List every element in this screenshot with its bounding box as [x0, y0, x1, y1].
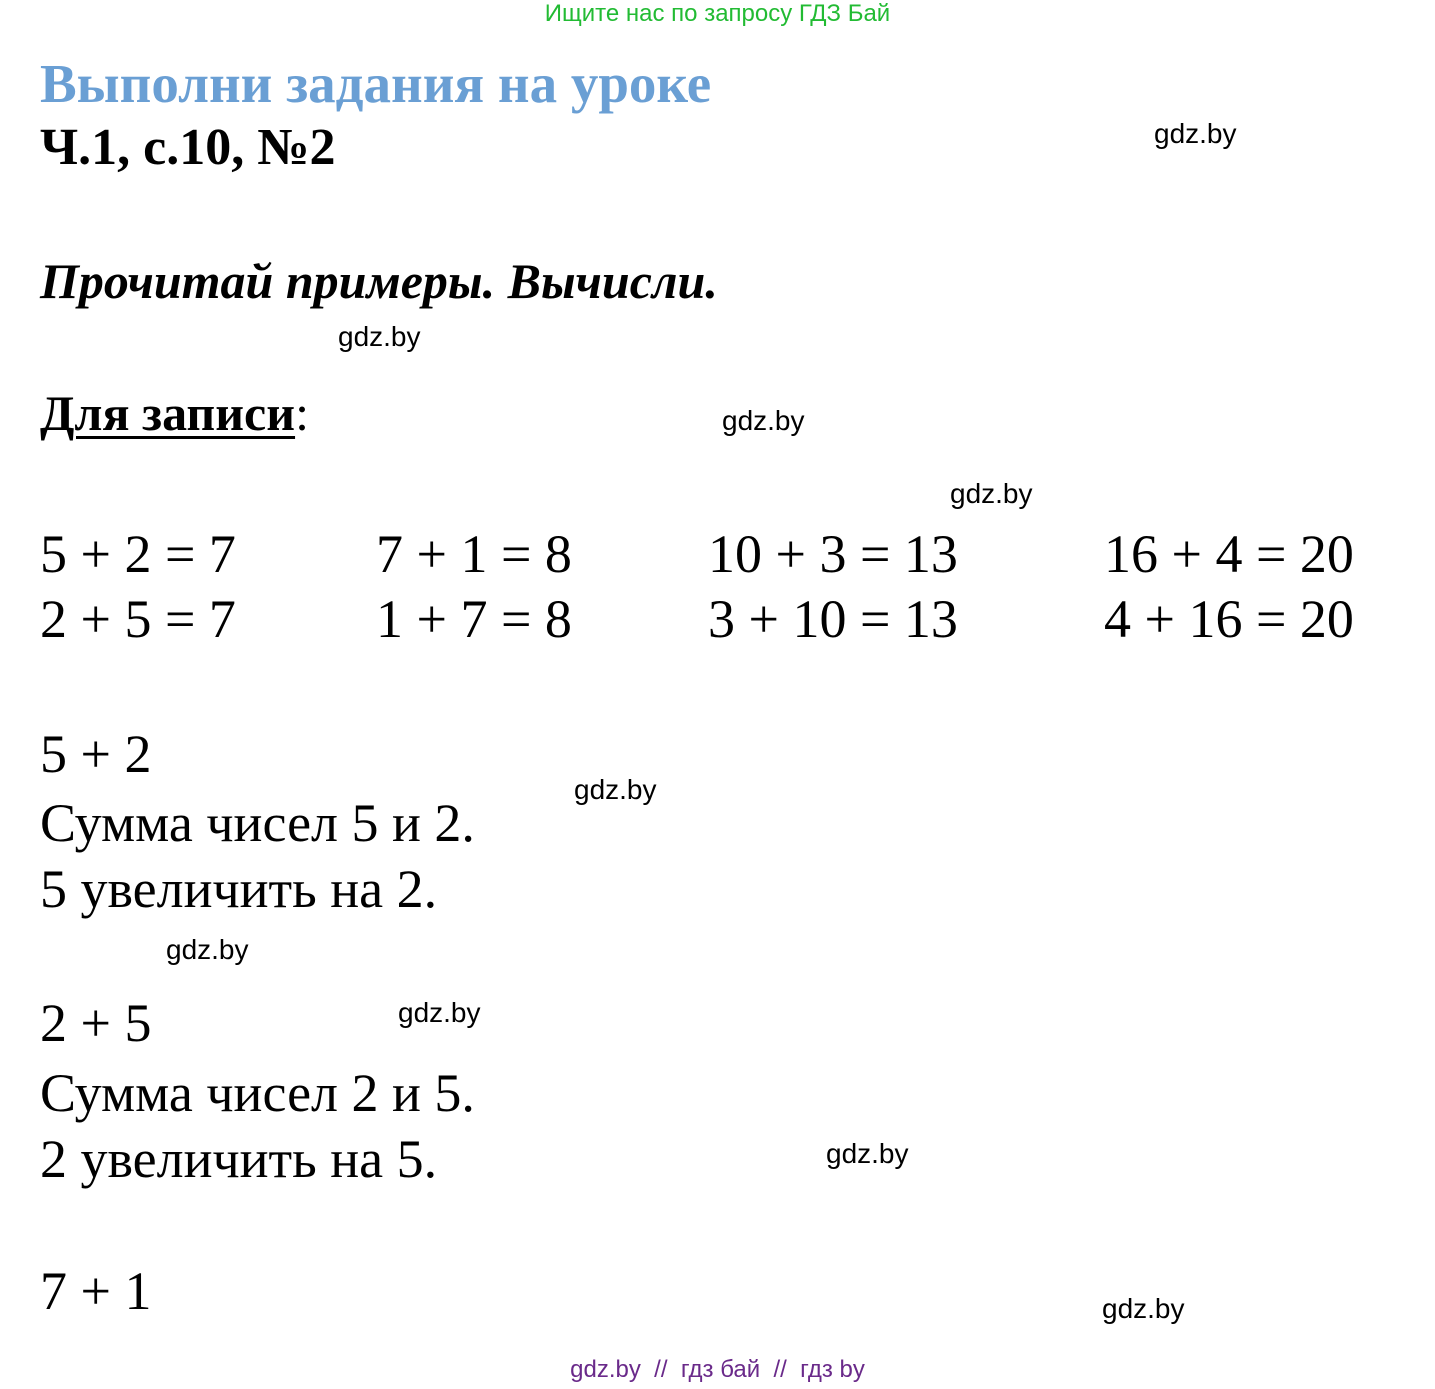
- task-instruction: Прочитай примеры. Вычисли.: [40, 253, 718, 309]
- equation: 2 + 5 = 7: [40, 589, 236, 649]
- expression: 5 + 2: [40, 724, 152, 784]
- watermark: gdz.by: [826, 1138, 909, 1169]
- equation: 5 + 2 = 7: [40, 524, 236, 584]
- sum-statement: Сумма чисел 5 и 2.: [40, 793, 475, 853]
- watermark: gdz.by: [166, 934, 249, 965]
- equation: 1 + 7 = 8: [376, 589, 572, 649]
- watermark: gdz.by: [1154, 118, 1237, 149]
- equation: 10 + 3 = 13: [708, 524, 958, 584]
- task-reference: Ч.1, с.10, №2: [40, 119, 336, 176]
- footer-links: gdz.by // гдз бай // гдз by: [570, 1356, 865, 1383]
- page-heading: Выполни задания на уроке: [40, 53, 712, 114]
- watermark: gdz.by: [1102, 1293, 1185, 1324]
- record-label-text: Для записи: [40, 385, 296, 441]
- record-label: [40, 385, 309, 441]
- increase-statement: 2 увеличить на 5.: [40, 1129, 438, 1189]
- equation: 3 + 10 = 13: [708, 589, 958, 649]
- equation: 7 + 1 = 8: [376, 524, 572, 584]
- watermark: gdz.by: [398, 997, 481, 1028]
- top-banner: Ищите нас по запросу ГДЗ Бай: [544, 0, 891, 27]
- watermark: gdz.by: [574, 774, 657, 805]
- sum-statement: Сумма чисел 2 и 5.: [40, 1063, 475, 1123]
- equation: 4 + 16 = 20: [1104, 589, 1354, 649]
- watermark: gdz.by: [950, 478, 1033, 509]
- watermark: gdz.by: [722, 405, 805, 436]
- equation: 16 + 4 = 20: [1104, 524, 1354, 584]
- record-label-colon: :: [295, 385, 309, 441]
- increase-statement: 5 увеличить на 2.: [40, 859, 438, 919]
- expression: 7 + 1: [40, 1261, 152, 1321]
- watermark: gdz.by: [338, 321, 421, 352]
- expression: 2 + 5: [40, 993, 152, 1053]
